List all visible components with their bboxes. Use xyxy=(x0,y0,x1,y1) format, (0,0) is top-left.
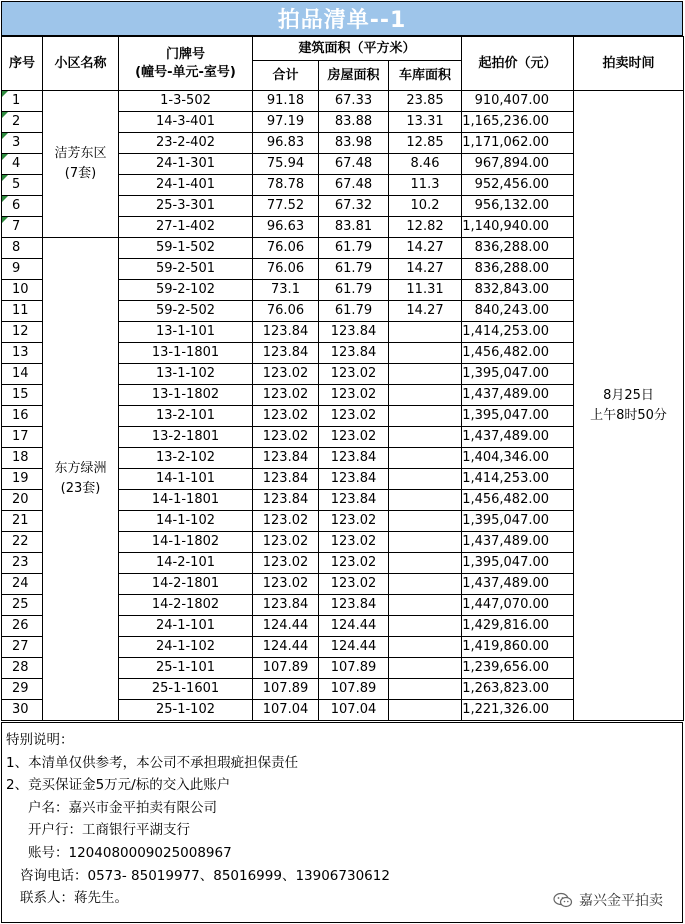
row-door: 14-1-1802 xyxy=(119,532,253,553)
row-area-total: 91.18 xyxy=(253,91,319,112)
table-row xyxy=(2,91,684,112)
row-price: 1,395,047.00 xyxy=(462,511,574,532)
row-area-garage xyxy=(389,511,462,532)
row-door: 59-2-502 xyxy=(119,301,253,322)
row-door: 13-1-1802 xyxy=(119,385,253,406)
row-area-house: 124.44 xyxy=(319,616,389,637)
row-door: 14-2-101 xyxy=(119,553,253,574)
row-seq: 24 xyxy=(2,574,43,595)
row-price: 1,429,816.00 xyxy=(462,616,574,637)
row-seq: 29 xyxy=(2,679,43,700)
row-area-garage: 14.27 xyxy=(389,301,462,322)
row-price: 1,239,656.00 xyxy=(462,658,574,679)
row-area-house: 107.89 xyxy=(319,679,389,700)
notes-account-no: 账号：1204080009025008967 xyxy=(28,844,232,861)
row-area-garage xyxy=(389,406,462,427)
notes-bank: 开户行：工商银行平湖支行 xyxy=(28,822,190,839)
row-price: 1,395,047.00 xyxy=(462,553,574,574)
row-area-garage xyxy=(389,532,462,553)
row-area-total: 123.02 xyxy=(253,427,319,448)
row-door: 59-1-502 xyxy=(119,238,253,259)
header-door xyxy=(119,37,253,91)
row-area-total: 123.84 xyxy=(253,448,319,469)
row-door: 23-2-402 xyxy=(119,133,253,154)
row-door: 14-2-1802 xyxy=(119,595,253,616)
row-price: 1,165,236.00 xyxy=(462,112,574,133)
row-area-total: 123.02 xyxy=(253,532,319,553)
row-area-total: 96.83 xyxy=(253,133,319,154)
header-area-group: 建筑面积（平方米） xyxy=(253,37,462,61)
row-door: 25-3-301 xyxy=(119,196,253,217)
auction-table xyxy=(1,36,684,721)
row-area-garage xyxy=(389,700,462,721)
row-area-garage: 12.82 xyxy=(389,217,462,238)
row-price: 836,288.00 xyxy=(462,259,574,280)
row-area-total: 123.02 xyxy=(253,364,319,385)
row-door: 25-1-102 xyxy=(119,700,253,721)
row-area-total: 107.89 xyxy=(253,679,319,700)
row-price: 1,437,489.00 xyxy=(462,427,574,448)
row-area-house: 67.32 xyxy=(319,196,389,217)
row-door: 13-1-101 xyxy=(119,322,253,343)
row-area-total: 107.04 xyxy=(253,700,319,721)
row-door: 59-2-102 xyxy=(119,280,253,301)
row-price: 1,437,489.00 xyxy=(462,574,574,595)
row-seq: 6 xyxy=(2,196,43,217)
row-area-total: 123.02 xyxy=(253,406,319,427)
row-area-garage xyxy=(389,553,462,574)
row-seq: 18 xyxy=(2,448,43,469)
header-seq: 序号 xyxy=(2,37,43,91)
row-area-total: 124.44 xyxy=(253,637,319,658)
row-seq: 3 xyxy=(2,133,43,154)
row-price: 967,894.00 xyxy=(462,154,574,175)
row-area-house: 83.88 xyxy=(319,112,389,133)
row-door: 24-1-101 xyxy=(119,616,253,637)
row-area-garage xyxy=(389,427,462,448)
row-area-house: 123.84 xyxy=(319,343,389,364)
row-area-total: 123.84 xyxy=(253,490,319,511)
row-area-garage: 14.27 xyxy=(389,238,462,259)
row-price: 1,447,070.00 xyxy=(462,595,574,616)
row-area-garage xyxy=(389,658,462,679)
row-seq: 4 xyxy=(2,154,43,175)
row-area-garage: 13.31 xyxy=(389,112,462,133)
row-seq: 2 xyxy=(2,112,43,133)
row-door: 13-2-102 xyxy=(119,448,253,469)
row-area-total: 123.02 xyxy=(253,385,319,406)
row-area-total: 123.84 xyxy=(253,595,319,616)
row-price: 910,407.00 xyxy=(462,91,574,112)
row-seq: 26 xyxy=(2,616,43,637)
row-price: 1,414,253.00 xyxy=(462,322,574,343)
row-area-garage xyxy=(389,679,462,700)
row-area-house: 123.02 xyxy=(319,511,389,532)
row-area-garage xyxy=(389,490,462,511)
notes-line-2: 2、竞买保证金5万元/标的交入此账户 xyxy=(6,777,231,794)
row-area-total: 107.89 xyxy=(253,658,319,679)
row-area-garage: 14.27 xyxy=(389,259,462,280)
row-door: 27-1-402 xyxy=(119,217,253,238)
row-area-house: 123.02 xyxy=(319,553,389,574)
row-price: 836,288.00 xyxy=(462,238,574,259)
row-seq: 30 xyxy=(2,700,43,721)
row-seq: 8 xyxy=(2,238,43,259)
row-price: 1,140,940.00 xyxy=(462,217,574,238)
row-area-garage xyxy=(389,616,462,637)
row-seq: 23 xyxy=(2,553,43,574)
notes-contact: 联系人：蒋先生。 xyxy=(20,890,128,907)
row-seq: 5 xyxy=(2,175,43,196)
watermark-text: 嘉兴金平拍卖 xyxy=(579,893,663,909)
row-area-garage xyxy=(389,448,462,469)
community-name: 洁芳东区 (7套) xyxy=(43,91,119,238)
row-area-garage xyxy=(389,637,462,658)
row-area-total: 123.84 xyxy=(253,469,319,490)
notes-phone: 咨询电话：0573- 85019977、85016999、13906730612 xyxy=(20,867,390,884)
row-area-house: 123.02 xyxy=(319,427,389,448)
row-area-house: 123.84 xyxy=(319,469,389,490)
row-area-house: 67.48 xyxy=(319,154,389,175)
row-area-garage: 12.85 xyxy=(389,133,462,154)
row-area-garage: 23.85 xyxy=(389,91,462,112)
notes-account-name: 户名：嘉兴市金平拍卖有限公司 xyxy=(28,799,217,816)
row-area-garage xyxy=(389,385,462,406)
row-price: 1,437,489.00 xyxy=(462,385,574,406)
row-price: 832,843.00 xyxy=(462,280,574,301)
row-area-total: 76.06 xyxy=(253,259,319,280)
row-seq: 7 xyxy=(2,217,43,238)
row-area-total: 75.94 xyxy=(253,154,319,175)
row-seq: 25 xyxy=(2,595,43,616)
watermark xyxy=(553,890,663,910)
notes-heading: 特别说明： xyxy=(6,732,74,748)
row-area-garage: 11.3 xyxy=(389,175,462,196)
row-area-house: 67.33 xyxy=(319,91,389,112)
row-price: 952,456.00 xyxy=(462,175,574,196)
row-price: 840,243.00 xyxy=(462,301,574,322)
row-seq: 13 xyxy=(2,343,43,364)
row-area-garage: 11.31 xyxy=(389,280,462,301)
row-area-house: 123.84 xyxy=(319,490,389,511)
row-price: 1,419,860.00 xyxy=(462,637,574,658)
row-seq: 15 xyxy=(2,385,43,406)
header-price: 起拍价（元） xyxy=(462,37,574,91)
row-area-total: 78.78 xyxy=(253,175,319,196)
row-area-total: 123.84 xyxy=(253,322,319,343)
row-area-total: 76.06 xyxy=(253,301,319,322)
row-area-house: 67.48 xyxy=(319,175,389,196)
row-seq: 20 xyxy=(2,490,43,511)
row-seq: 12 xyxy=(2,322,43,343)
row-door: 13-1-1801 xyxy=(119,343,253,364)
notes-line-1: 1、本清单仅供参考，本公司不承担瑕疵担保责任 xyxy=(6,754,299,771)
row-seq: 28 xyxy=(2,658,43,679)
row-area-house: 83.81 xyxy=(319,217,389,238)
header-area-garage: 车库面积 xyxy=(389,61,462,91)
row-door: 1-3-502 xyxy=(119,91,253,112)
row-area-house: 124.44 xyxy=(319,637,389,658)
row-area-total: 96.63 xyxy=(253,217,319,238)
row-price: 1,263,823.00 xyxy=(462,679,574,700)
row-price: 1,221,326.00 xyxy=(462,700,574,721)
row-seq: 9 xyxy=(2,259,43,280)
row-door: 14-1-101 xyxy=(119,469,253,490)
row-area-house: 61.79 xyxy=(319,259,389,280)
row-price: 1,414,253.00 xyxy=(462,469,574,490)
row-area-total: 124.44 xyxy=(253,616,319,637)
row-seq: 17 xyxy=(2,427,43,448)
row-seq: 21 xyxy=(2,511,43,532)
row-price: 1,171,062.00 xyxy=(462,133,574,154)
row-door: 25-1-1601 xyxy=(119,679,253,700)
row-price: 1,395,047.00 xyxy=(462,406,574,427)
sheet-title: 拍品清单--1 xyxy=(1,1,683,36)
row-price: 1,404,346.00 xyxy=(462,448,574,469)
table-body xyxy=(2,91,684,721)
row-area-garage xyxy=(389,574,462,595)
row-price: 1,395,047.00 xyxy=(462,364,574,385)
row-seq: 27 xyxy=(2,637,43,658)
row-door: 24-1-301 xyxy=(119,154,253,175)
row-area-total: 123.84 xyxy=(253,343,319,364)
row-seq: 14 xyxy=(2,364,43,385)
row-area-garage xyxy=(389,595,462,616)
row-area-house: 61.79 xyxy=(319,301,389,322)
row-area-house: 123.02 xyxy=(319,385,389,406)
row-area-garage: 10.2 xyxy=(389,196,462,217)
row-area-garage: 8.46 xyxy=(389,154,462,175)
row-area-house: 123.84 xyxy=(319,448,389,469)
row-area-house: 123.02 xyxy=(319,364,389,385)
row-area-house: 83.98 xyxy=(319,133,389,154)
row-door: 13-2-1801 xyxy=(119,427,253,448)
header-community: 小区名称 xyxy=(43,37,119,91)
row-area-house: 123.84 xyxy=(319,595,389,616)
row-seq: 16 xyxy=(2,406,43,427)
row-seq: 1 xyxy=(2,91,43,112)
row-price: 1,456,482.00 xyxy=(462,490,574,511)
row-price: 1,437,489.00 xyxy=(462,532,574,553)
row-seq: 10 xyxy=(2,280,43,301)
wechat-icon xyxy=(553,892,573,908)
auction-time: 8月25日 上午8时50分 xyxy=(574,91,684,721)
row-price: 1,456,482.00 xyxy=(462,343,574,364)
row-area-garage xyxy=(389,343,462,364)
row-area-house: 107.04 xyxy=(319,700,389,721)
row-seq: 19 xyxy=(2,469,43,490)
row-area-total: 123.02 xyxy=(253,553,319,574)
header-door-label: 门牌号 (幢号-单元-室号) xyxy=(135,46,236,80)
row-door: 13-1-102 xyxy=(119,364,253,385)
row-area-house: 61.79 xyxy=(319,238,389,259)
row-area-house: 123.84 xyxy=(319,322,389,343)
header-area-house: 房屋面积 xyxy=(319,61,389,91)
row-door: 59-2-501 xyxy=(119,259,253,280)
row-area-house: 123.02 xyxy=(319,532,389,553)
row-door: 14-1-102 xyxy=(119,511,253,532)
row-area-garage xyxy=(389,364,462,385)
row-area-house: 107.89 xyxy=(319,658,389,679)
header-time: 拍卖时间 xyxy=(574,37,684,91)
community-name: 东方绿洲 (23套) xyxy=(43,238,119,721)
row-area-garage xyxy=(389,469,462,490)
row-area-total: 77.52 xyxy=(253,196,319,217)
row-area-total: 76.06 xyxy=(253,238,319,259)
row-area-total: 123.02 xyxy=(253,574,319,595)
row-seq: 22 xyxy=(2,532,43,553)
row-area-total: 73.1 xyxy=(253,280,319,301)
row-area-garage xyxy=(389,322,462,343)
row-area-house: 61.79 xyxy=(319,280,389,301)
header-area-total: 合计 xyxy=(253,61,319,91)
row-door: 14-2-1801 xyxy=(119,574,253,595)
row-seq: 11 xyxy=(2,301,43,322)
row-price: 956,132.00 xyxy=(462,196,574,217)
row-door: 24-1-401 xyxy=(119,175,253,196)
row-door: 14-1-1801 xyxy=(119,490,253,511)
row-area-total: 123.02 xyxy=(253,511,319,532)
row-area-house: 123.02 xyxy=(319,406,389,427)
row-door: 25-1-101 xyxy=(119,658,253,679)
row-door: 24-1-102 xyxy=(119,637,253,658)
row-area-house: 123.02 xyxy=(319,574,389,595)
row-door: 14-3-401 xyxy=(119,112,253,133)
row-area-total: 97.19 xyxy=(253,112,319,133)
row-door: 13-2-101 xyxy=(119,406,253,427)
